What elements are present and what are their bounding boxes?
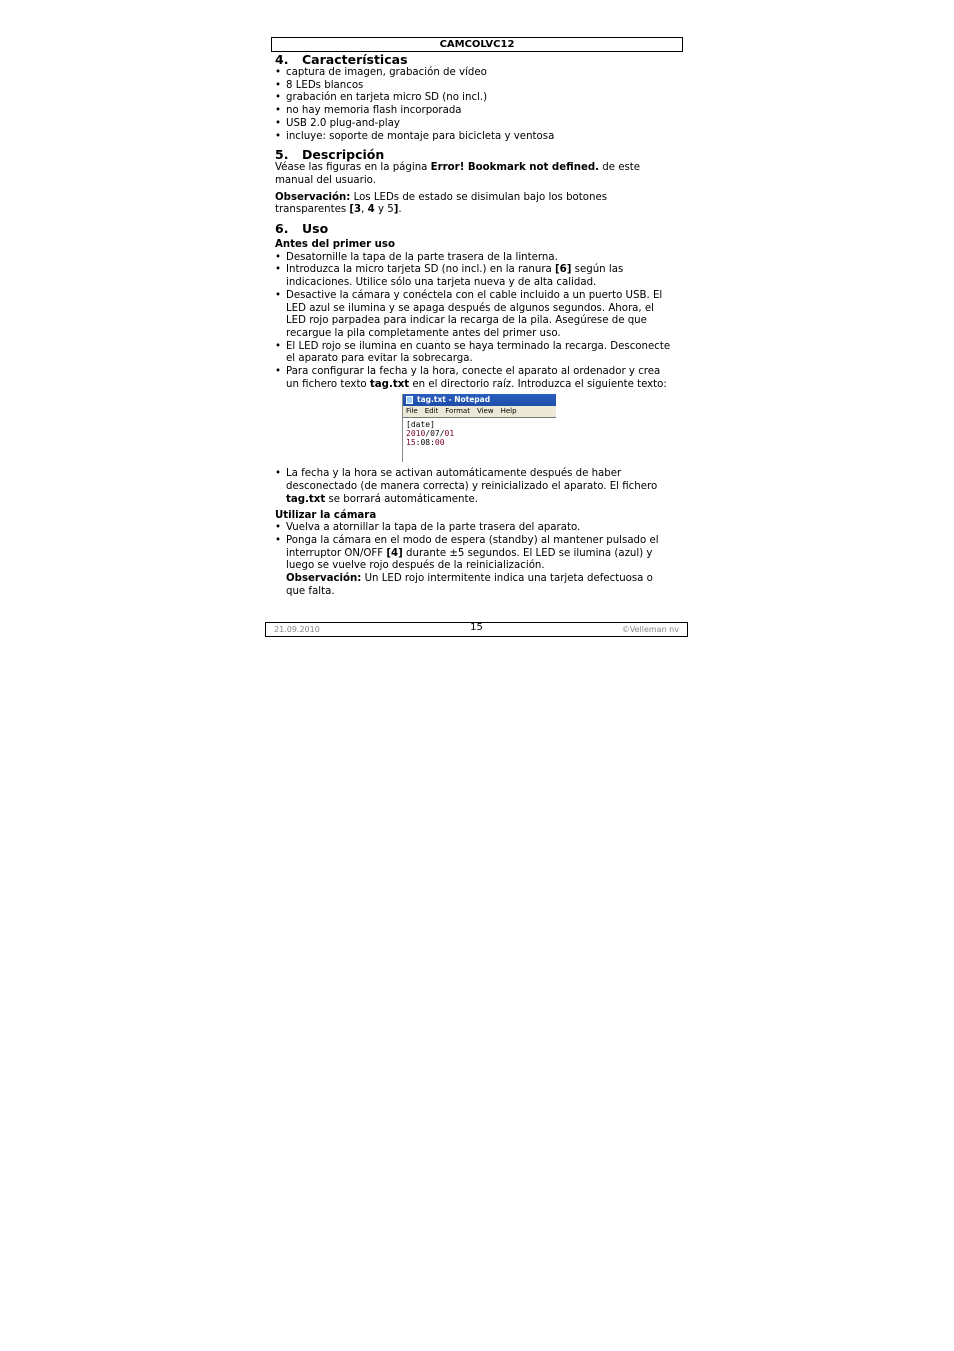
footer-copyright: ©Velleman nv <box>621 625 679 634</box>
use-camera-list <box>275 522 675 598</box>
list-item: • no hay memoria flash incorporada <box>275 105 675 118</box>
subheading-first-use: Antes del primer uso <box>275 239 395 251</box>
list-item: • Introduzca la micro tarjeta SD (no incl.) en la ranura [6] según las indicaciones. Utilice sólo una tarjeta nueva y de alta calidad. <box>275 264 675 289</box>
section-5-heading: 5. Descripción <box>275 147 385 163</box>
page-number: 15 <box>470 622 483 633</box>
section-4-heading: 4. Características <box>275 52 408 67</box>
description-note: Observación: Los LEDs de estado se disimulan bajo los botones transparentes [3, 4 y 5]. <box>275 191 608 216</box>
notepad-text: [date] 2010/07/01 15:08:00 <box>406 420 455 448</box>
list-item: • Desactive la cámara y conéctela con el cable incluido a un puerto USB. El LED azul se ilumina y se apaga después de algunos segundos. Ahora, el LED rojo parpadea para indicar la recarga de la pila. Asegúrese de que recargue la pila completamente antes del primer uso. <box>275 290 675 341</box>
list-item: • El LED rojo se ilumina en cuanto se haya terminado la recarga. Desconecte el aparato para evitar la sobrecarga. <box>275 341 675 366</box>
footer-date: 21.09.2010 <box>274 625 320 634</box>
notepad-screenshot <box>402 394 556 462</box>
notepad-menubar: File Edit Format View Help <box>403 406 556 418</box>
list-item: • Ponga la cámara en el modo de espera (standby) al mantener pulsado el interruptor ON/OFF [4] durante ±5 segundos. El LED se ilumina (azul) y luego se vuelve rojo después de la reinicialización. Observación: Un LED rojo intermitente indica una tarjeta defectuosa o que falta. <box>275 535 675 599</box>
features-list <box>275 67 675 143</box>
list-item: • Para configurar la fecha y la hora, conecte el aparato al ordenador y crea un fichero texto tag.txt en el directorio raíz. Introduzca el siguiente texto: <box>275 366 675 391</box>
list-item: • Desatornille la tapa de la parte trasera de la linterna. <box>275 252 675 265</box>
datetime-list <box>275 468 675 506</box>
section-6-heading: 6. Uso <box>275 221 329 237</box>
list-item: • captura de imagen, grabación de vídeo <box>275 67 675 80</box>
notepad-titlebar: tag.txt - Notepad <box>403 394 556 406</box>
list-item: • 8 LEDs blancos <box>275 80 675 93</box>
document-body <box>275 52 675 599</box>
list-item: • incluye: soporte de montaje para bicicleta y ventosa <box>275 131 675 144</box>
model-name: CAMCOLVC12 <box>439 39 515 50</box>
page-footer <box>265 622 688 637</box>
description-paragraph: Véase las figuras en la página Error! Bookmark not defined. de este manual del usuario. <box>275 162 641 186</box>
subheading-use-camera: Utilizar la cámara <box>275 509 377 521</box>
list-item: • grabación en tarjeta micro SD (no incl.) <box>275 92 675 105</box>
list-item: • Vuelva a atornillar la tapa de la parte trasera del aparato. <box>275 522 675 535</box>
list-item: • USB 2.0 plug-and-play <box>275 118 675 131</box>
first-use-list <box>275 252 675 392</box>
list-item: • La fecha y la hora se activan automáticamente después de haber desconectado (de manera correcta) y reinicializado el aparato. El fichero tag.txt se borrará automáticamente. <box>275 468 675 506</box>
page-header <box>271 37 683 52</box>
notepad-icon <box>406 396 413 404</box>
